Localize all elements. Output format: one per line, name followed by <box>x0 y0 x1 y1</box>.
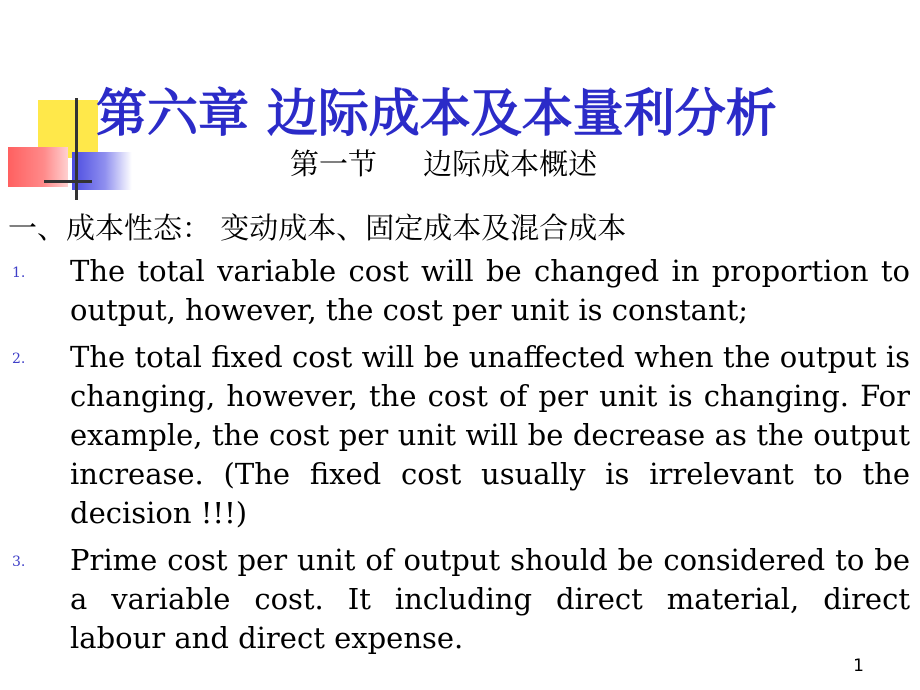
list-item <box>12 541 910 658</box>
list-item-text: Prime cost per unit of output should be considered to be a variable cost. It including direct material, direct labour and direct expense. <box>70 543 910 655</box>
list-item-text: The total variable cost will be changed in proportion to output, however, the cost per unit is constant; <box>70 254 910 327</box>
section-heading: 一、成本性态： 变动成本、固定成本及混合成本 <box>8 211 627 245</box>
list-item <box>12 252 910 330</box>
decorative-blue-bar <box>72 152 132 190</box>
slide-title: 第六章 边际成本及本量利分析 <box>96 84 777 144</box>
list-item-number: 2. <box>12 351 26 367</box>
list-item-text: The total fixed cost will be unaffected when the output is changing, however, the cost of per unit is changing. For example, the cost per unit will be decrease as the output increase. (The fixed cost usually is irrelevant to the decision !!!) <box>70 340 910 530</box>
list-item <box>12 338 910 533</box>
list-item-number: 1. <box>12 265 26 281</box>
decorative-horizontal-line <box>44 180 92 183</box>
list-item-number: 3. <box>12 554 26 570</box>
numbered-list <box>12 252 910 666</box>
page-number: 1 <box>853 656 864 676</box>
decorative-vertical-line <box>75 98 78 200</box>
slide-subtitle: 第一节 边际成本概述 <box>290 147 598 181</box>
